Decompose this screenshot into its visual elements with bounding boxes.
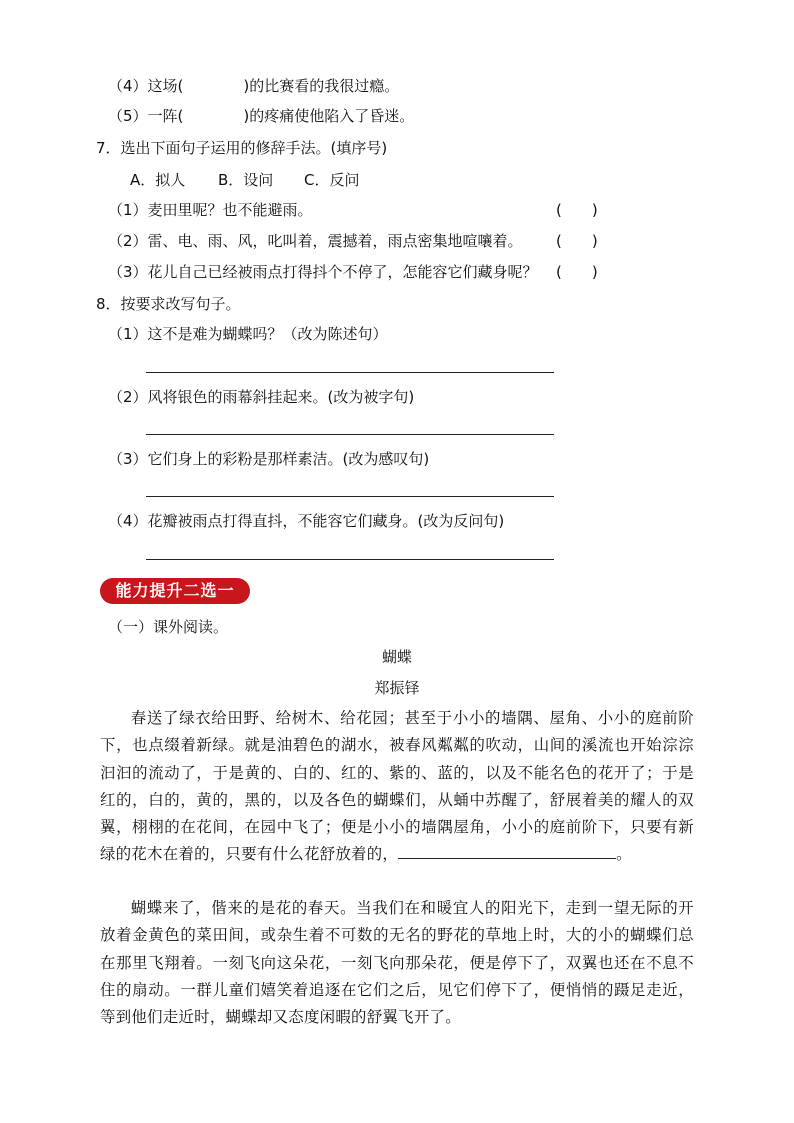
q7-title: 7．选出下面句子运用的修辞手法。(填序号): [96, 139, 388, 157]
q8-item-2: （2）风将银色的雨幕斜挂起来。(改为被字句): [108, 388, 415, 406]
article-paragraph-2: 蝴蝶来了，偕来的是花的春天。当我们在和暖宜人的阳光下，走到一望无际的开放着金黄色的菜田间，或杂生着不可数的无名的野花的草地上时，大的小的蝴蝶们总在那里飞翔着。一刻飞向这朵花，一刻飞向那朵花，便是停下了，双翼也还在不息不住的扇动。一群儿童们嬉笑着追逐在它们之后，见它们停下了，便悄悄的蹑足走近，等到他们走近时，蝴蝶却又态度闲暇的舒翼飞开了。: [100, 899, 694, 1027]
q8-item-1: （1）这不是难为蝴蝶吗？（改为陈述句）: [108, 325, 388, 343]
q6-item-4: （4）这场( )的比赛看的我很过瘾。: [108, 77, 400, 95]
section-badge: 能力提升二选一: [100, 578, 250, 604]
q7-item-2: （2）雷、电、雨、风，叱叫着，震撼着，雨点密集地喧嚷着。: [108, 232, 523, 250]
article-author: 郑振铎: [374, 679, 420, 697]
q8-answer-line-1[interactable]: [146, 372, 554, 373]
q8-item-3: （3）它们身上的彩粉是那样素洁。(改为感叹句): [108, 450, 430, 468]
q8-answer-line-4[interactable]: [146, 559, 554, 560]
article-paragraph-1: [100, 705, 694, 869]
q8-title: 8．按要求改写句子。: [96, 295, 241, 313]
q8-item-4: （4）花瓣被雨点打得直抖，不能容它们藏身。(改为反问句): [108, 512, 505, 530]
q7-answer-2[interactable]: ( ): [556, 232, 598, 250]
q7-option-a: A．拟人: [130, 171, 186, 189]
fill-in-blank[interactable]: [398, 844, 616, 859]
q7-option-c: C．反问: [304, 171, 360, 189]
paragraph-1-end: 。: [616, 845, 632, 864]
q7-option-b: B．设问: [218, 171, 274, 189]
q8-answer-line-2[interactable]: [146, 434, 554, 435]
paragraph-1-text: 春送了绿衣给田野、给树木、给花园；甚至于小小的墙隅、屋角、小小的庭前阶下，也点缀着新绿。就是油碧色的湖水，被春风粼粼的吹动，山间的溪流也开始淙淙汩汩的流动了，于是黄的、白的、红的、紫的、蓝的，以及不能名色的花开了；于是红的，白的，黄的，黑的，以及各色的蝴蝶们，从蛹中苏醒了，舒展着美的耀人的双翼，栩栩的在花间，在园中飞了；便是小小的墙隅屋角，小小的庭前阶下，只要有新绿的花木在着的，只要有什么花舒放着的，: [100, 709, 694, 864]
q7-answer-1[interactable]: ( ): [556, 201, 598, 219]
section-subtitle: （一）课外阅读。: [108, 618, 229, 636]
q6-item-5: （5）一阵( )的疼痛使他陷入了昏迷。: [108, 107, 415, 125]
q7-item-1: （1）麦田里呢？也不能避雨。: [108, 201, 313, 219]
q8-answer-line-3[interactable]: [146, 496, 554, 497]
q7-item-3: （3）花儿自己已经被雨点打得抖个不停了，怎能容它们藏身呢？: [108, 263, 538, 281]
article-title: 蝴蝶: [381, 648, 412, 666]
q7-answer-3[interactable]: ( ): [556, 263, 598, 281]
